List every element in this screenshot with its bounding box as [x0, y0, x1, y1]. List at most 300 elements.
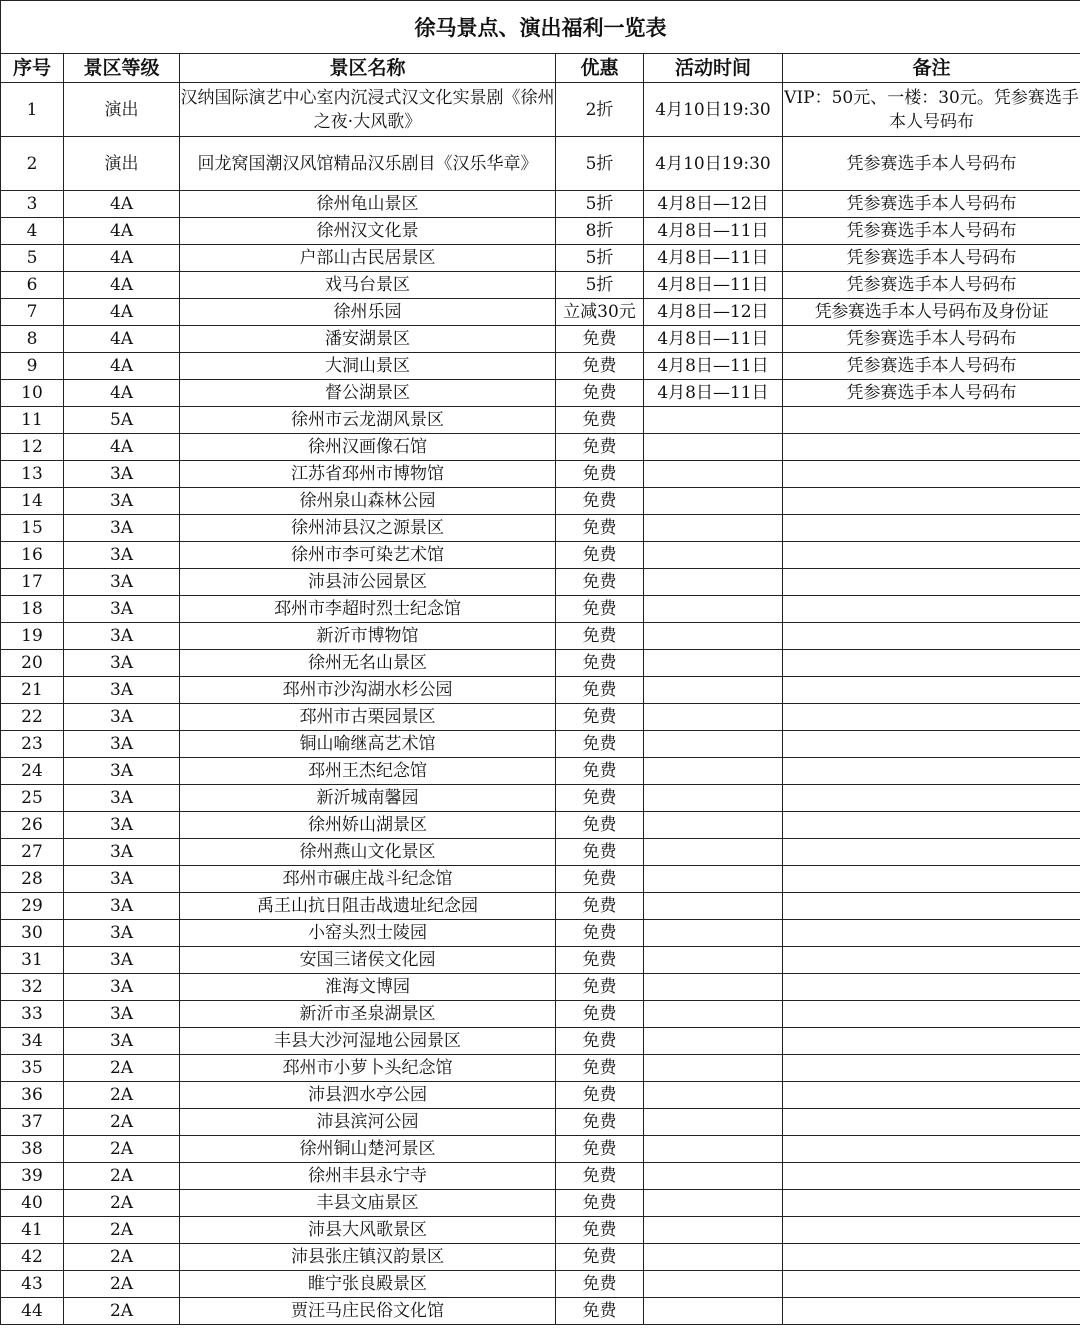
cell-note	[783, 1217, 1080, 1244]
cell-index: 28	[1, 866, 64, 893]
cell-disc: 免费	[556, 1271, 644, 1298]
cell-note: 凭参赛选手本人号码布及身份证	[783, 299, 1080, 326]
cell-name: 沛县滨河公园	[180, 1109, 556, 1136]
cell-name: 丰县文庙景区	[180, 1190, 556, 1217]
cell-time	[644, 812, 783, 839]
header-row	[1, 54, 1080, 83]
cell-name: 新沂市圣泉湖景区	[180, 1001, 556, 1028]
table-row	[1, 893, 1080, 920]
table-row	[1, 1082, 1080, 1109]
cell-note	[783, 1055, 1080, 1082]
cell-index: 43	[1, 1271, 64, 1298]
cell-index: 2	[1, 137, 64, 191]
cell-index: 39	[1, 1163, 64, 1190]
cell-index: 33	[1, 1001, 64, 1028]
cell-level: 3A	[64, 704, 180, 731]
table-row	[1, 974, 1080, 1001]
cell-index: 14	[1, 488, 64, 515]
cell-name: 徐州铜山楚河景区	[180, 1136, 556, 1163]
cell-level: 3A	[64, 461, 180, 488]
table-row	[1, 137, 1080, 191]
cell-time	[644, 920, 783, 947]
header-level: 景区等级	[64, 54, 180, 83]
cell-level: 2A	[64, 1271, 180, 1298]
cell-disc: 免费	[556, 974, 644, 1001]
table-row	[1, 1298, 1080, 1325]
cell-disc: 免费	[556, 677, 644, 704]
cell-note	[783, 920, 1080, 947]
cell-level: 3A	[64, 677, 180, 704]
cell-time	[644, 866, 783, 893]
cell-disc: 免费	[556, 515, 644, 542]
cell-level: 3A	[64, 839, 180, 866]
header-name: 景区名称	[180, 54, 556, 83]
cell-level: 3A	[64, 569, 180, 596]
cell-level: 3A	[64, 974, 180, 1001]
cell-index: 25	[1, 785, 64, 812]
table-row	[1, 434, 1080, 461]
cell-level: 4A	[64, 191, 180, 218]
table-row	[1, 1217, 1080, 1244]
cell-name: 沛县大风歌景区	[180, 1217, 556, 1244]
cell-note: 凭参赛选手本人号码布	[783, 353, 1080, 380]
cell-note	[783, 785, 1080, 812]
cell-level: 3A	[64, 812, 180, 839]
cell-name: 邳州市小萝卜头纪念馆	[180, 1055, 556, 1082]
cell-level: 4A	[64, 353, 180, 380]
cell-time	[644, 407, 783, 434]
cell-index: 40	[1, 1190, 64, 1217]
cell-disc: 免费	[556, 1136, 644, 1163]
cell-note: 凭参赛选手本人号码布	[783, 137, 1080, 191]
cell-disc: 免费	[556, 542, 644, 569]
cell-level: 4A	[64, 326, 180, 353]
cell-index: 24	[1, 758, 64, 785]
cell-time	[644, 974, 783, 1001]
table-row	[1, 191, 1080, 218]
cell-note	[783, 731, 1080, 758]
cell-note: VIP：50元、一楼：30元。凭参赛选手本人号码布	[783, 83, 1080, 137]
cell-name: 邳州市古栗园景区	[180, 704, 556, 731]
cell-index: 10	[1, 380, 64, 407]
table-row	[1, 1109, 1080, 1136]
table-row	[1, 218, 1080, 245]
cell-time: 4月8日—12日	[644, 299, 783, 326]
cell-index: 7	[1, 299, 64, 326]
cell-index: 34	[1, 1028, 64, 1055]
cell-note	[783, 407, 1080, 434]
cell-note	[783, 1271, 1080, 1298]
cell-time	[644, 434, 783, 461]
cell-level: 3A	[64, 1028, 180, 1055]
table-row	[1, 326, 1080, 353]
table-row	[1, 785, 1080, 812]
cell-time	[644, 1271, 783, 1298]
cell-disc: 免费	[556, 326, 644, 353]
cell-index: 23	[1, 731, 64, 758]
cell-index: 8	[1, 326, 64, 353]
cell-disc: 免费	[556, 569, 644, 596]
table-title: 徐马景点、演出福利一览表	[1, 1, 1080, 54]
cell-index: 12	[1, 434, 64, 461]
cell-level: 4A	[64, 272, 180, 299]
cell-index: 13	[1, 461, 64, 488]
cell-time	[644, 461, 783, 488]
header-discount: 优惠	[556, 54, 644, 83]
cell-note	[783, 974, 1080, 1001]
table-row	[1, 1163, 1080, 1190]
cell-name: 小窑头烈士陵园	[180, 920, 556, 947]
cell-level: 2A	[64, 1163, 180, 1190]
cell-index: 20	[1, 650, 64, 677]
cell-disc: 免费	[556, 1001, 644, 1028]
cell-level: 3A	[64, 731, 180, 758]
cell-note	[783, 839, 1080, 866]
cell-disc: 免费	[556, 461, 644, 488]
cell-note	[783, 542, 1080, 569]
cell-index: 16	[1, 542, 64, 569]
cell-index: 32	[1, 974, 64, 1001]
cell-time	[644, 569, 783, 596]
cell-level: 4A	[64, 218, 180, 245]
cell-index: 31	[1, 947, 64, 974]
cell-index: 30	[1, 920, 64, 947]
table-row	[1, 515, 1080, 542]
cell-level: 4A	[64, 434, 180, 461]
cell-name: 户部山古民居景区	[180, 245, 556, 272]
cell-name: 徐州乐园	[180, 299, 556, 326]
table-row	[1, 380, 1080, 407]
cell-time: 4月10日19:30	[644, 83, 783, 137]
cell-note	[783, 569, 1080, 596]
table-row	[1, 650, 1080, 677]
table-row	[1, 1244, 1080, 1271]
table-row	[1, 731, 1080, 758]
cell-index: 11	[1, 407, 64, 434]
table-row	[1, 920, 1080, 947]
cell-time	[644, 1109, 783, 1136]
cell-index: 22	[1, 704, 64, 731]
cell-name: 徐州龟山景区	[180, 191, 556, 218]
cell-name: 禹王山抗日阻击战遗址纪念园	[180, 893, 556, 920]
cell-time	[644, 596, 783, 623]
table-row	[1, 407, 1080, 434]
cell-name: 徐州市李可染艺术馆	[180, 542, 556, 569]
cell-level: 3A	[64, 893, 180, 920]
cell-disc: 免费	[556, 1028, 644, 1055]
table-row	[1, 758, 1080, 785]
cell-index: 44	[1, 1298, 64, 1325]
cell-disc: 5折	[556, 245, 644, 272]
cell-time	[644, 1163, 783, 1190]
cell-time: 4月8日—11日	[644, 326, 783, 353]
cell-note	[783, 1082, 1080, 1109]
table-row	[1, 461, 1080, 488]
cell-note: 凭参赛选手本人号码布	[783, 191, 1080, 218]
cell-disc: 免费	[556, 839, 644, 866]
cell-time	[644, 1217, 783, 1244]
cell-time	[644, 1028, 783, 1055]
header-note: 备注	[783, 54, 1080, 83]
cell-name: 徐州汉文化景	[180, 218, 556, 245]
cell-disc: 免费	[556, 1190, 644, 1217]
cell-name: 淮海文博园	[180, 974, 556, 1001]
cell-name: 新沂城南馨园	[180, 785, 556, 812]
cell-level: 3A	[64, 596, 180, 623]
cell-time: 4月8日—11日	[644, 245, 783, 272]
table-row	[1, 569, 1080, 596]
cell-index: 29	[1, 893, 64, 920]
cell-note	[783, 947, 1080, 974]
table-row	[1, 866, 1080, 893]
cell-level: 4A	[64, 380, 180, 407]
cell-index: 19	[1, 623, 64, 650]
cell-index: 36	[1, 1082, 64, 1109]
cell-name: 徐州无名山景区	[180, 650, 556, 677]
cell-time	[644, 839, 783, 866]
cell-disc: 2折	[556, 83, 644, 137]
cell-level: 3A	[64, 650, 180, 677]
title-row	[1, 1, 1080, 54]
cell-note	[783, 677, 1080, 704]
cell-level: 3A	[64, 866, 180, 893]
cell-note	[783, 623, 1080, 650]
cell-note	[783, 866, 1080, 893]
table-row	[1, 704, 1080, 731]
cell-note: 凭参赛选手本人号码布	[783, 245, 1080, 272]
header-index: 序号	[1, 54, 64, 83]
cell-time	[644, 1244, 783, 1271]
cell-time	[644, 785, 783, 812]
cell-note	[783, 488, 1080, 515]
cell-name: 徐州泉山森林公园	[180, 488, 556, 515]
table-row	[1, 1271, 1080, 1298]
cell-name: 丰县大沙河湿地公园景区	[180, 1028, 556, 1055]
cell-index: 26	[1, 812, 64, 839]
cell-level: 演出	[64, 137, 180, 191]
cell-time	[644, 704, 783, 731]
cell-time: 4月8日—12日	[644, 191, 783, 218]
cell-disc: 免费	[556, 731, 644, 758]
cell-time	[644, 1001, 783, 1028]
cell-name: 戏马台景区	[180, 272, 556, 299]
cell-index: 41	[1, 1217, 64, 1244]
cell-disc: 免费	[556, 434, 644, 461]
cell-name: 沛县泗水亭公园	[180, 1082, 556, 1109]
cell-note	[783, 596, 1080, 623]
cell-disc: 8折	[556, 218, 644, 245]
cell-name: 邳州市李超时烈士纪念馆	[180, 596, 556, 623]
cell-note	[783, 812, 1080, 839]
cell-name: 睢宁张良殿景区	[180, 1271, 556, 1298]
cell-name: 徐州娇山湖景区	[180, 812, 556, 839]
cell-index: 9	[1, 353, 64, 380]
cell-disc: 免费	[556, 920, 644, 947]
cell-disc: 5折	[556, 137, 644, 191]
table-row	[1, 83, 1080, 137]
cell-note	[783, 1190, 1080, 1217]
cell-disc: 免费	[556, 947, 644, 974]
table-row	[1, 1055, 1080, 1082]
cell-name: 徐州沛县汉之源景区	[180, 515, 556, 542]
cell-time	[644, 1136, 783, 1163]
cell-index: 3	[1, 191, 64, 218]
cell-level: 3A	[64, 515, 180, 542]
cell-note	[783, 1298, 1080, 1325]
cell-level: 演出	[64, 83, 180, 137]
cell-level: 4A	[64, 245, 180, 272]
cell-level: 2A	[64, 1217, 180, 1244]
cell-note	[783, 758, 1080, 785]
cell-time: 4月8日—11日	[644, 380, 783, 407]
cell-time: 4月8日—11日	[644, 218, 783, 245]
cell-note	[783, 1244, 1080, 1271]
cell-note	[783, 461, 1080, 488]
cell-level: 4A	[64, 299, 180, 326]
cell-index: 35	[1, 1055, 64, 1082]
cell-disc: 免费	[556, 812, 644, 839]
cell-level: 2A	[64, 1244, 180, 1271]
cell-disc: 免费	[556, 1298, 644, 1325]
cell-disc: 免费	[556, 488, 644, 515]
cell-index: 4	[1, 218, 64, 245]
cell-level: 2A	[64, 1298, 180, 1325]
table-row	[1, 839, 1080, 866]
table-row	[1, 488, 1080, 515]
cell-disc: 免费	[556, 866, 644, 893]
cell-disc: 免费	[556, 623, 644, 650]
cell-disc: 免费	[556, 1082, 644, 1109]
cell-level: 3A	[64, 947, 180, 974]
cell-name: 邳州市沙沟湖水杉公园	[180, 677, 556, 704]
cell-time	[644, 1190, 783, 1217]
table-row	[1, 812, 1080, 839]
cell-time	[644, 893, 783, 920]
cell-name: 贾汪马庄民俗文化馆	[180, 1298, 556, 1325]
cell-disc: 免费	[556, 704, 644, 731]
cell-index: 6	[1, 272, 64, 299]
cell-index: 15	[1, 515, 64, 542]
cell-name: 徐州丰县永宁寺	[180, 1163, 556, 1190]
cell-level: 3A	[64, 623, 180, 650]
cell-disc: 免费	[556, 1163, 644, 1190]
table-row	[1, 1001, 1080, 1028]
cell-level: 2A	[64, 1190, 180, 1217]
table-row	[1, 542, 1080, 569]
cell-name: 沛县张庄镇汉韵景区	[180, 1244, 556, 1271]
cell-note	[783, 893, 1080, 920]
table-row	[1, 596, 1080, 623]
cell-name: 邳州王杰纪念馆	[180, 758, 556, 785]
cell-name: 潘安湖景区	[180, 326, 556, 353]
cell-disc: 免费	[556, 353, 644, 380]
cell-index: 21	[1, 677, 64, 704]
cell-index: 38	[1, 1136, 64, 1163]
cell-note: 凭参赛选手本人号码布	[783, 218, 1080, 245]
cell-disc: 免费	[556, 1109, 644, 1136]
cell-time	[644, 488, 783, 515]
table-row	[1, 353, 1080, 380]
cell-time	[644, 623, 783, 650]
cell-level: 3A	[64, 785, 180, 812]
cell-time: 4月8日—11日	[644, 353, 783, 380]
cell-name: 邳州市碾庄战斗纪念馆	[180, 866, 556, 893]
table-row	[1, 1190, 1080, 1217]
cell-time	[644, 947, 783, 974]
cell-level: 3A	[64, 1001, 180, 1028]
cell-note	[783, 704, 1080, 731]
table-row	[1, 245, 1080, 272]
cell-note	[783, 650, 1080, 677]
cell-index: 5	[1, 245, 64, 272]
cell-note	[783, 1136, 1080, 1163]
cell-note	[783, 1109, 1080, 1136]
cell-name: 徐州市云龙湖风景区	[180, 407, 556, 434]
cell-disc: 5折	[556, 272, 644, 299]
cell-time	[644, 731, 783, 758]
cell-index: 37	[1, 1109, 64, 1136]
cell-disc: 免费	[556, 785, 644, 812]
cell-disc: 免费	[556, 1217, 644, 1244]
table-row	[1, 299, 1080, 326]
cell-disc: 免费	[556, 407, 644, 434]
cell-disc: 免费	[556, 650, 644, 677]
cell-note: 凭参赛选手本人号码布	[783, 380, 1080, 407]
cell-name: 徐州燕山文化景区	[180, 839, 556, 866]
cell-level: 3A	[64, 920, 180, 947]
cell-disc: 免费	[556, 596, 644, 623]
header-time: 活动时间	[644, 54, 783, 83]
cell-name: 督公湖景区	[180, 380, 556, 407]
cell-disc: 免费	[556, 380, 644, 407]
table-row	[1, 947, 1080, 974]
table-row	[1, 623, 1080, 650]
table-body	[1, 83, 1080, 1325]
cell-disc: 免费	[556, 1244, 644, 1271]
cell-disc: 免费	[556, 893, 644, 920]
cell-note: 凭参赛选手本人号码布	[783, 326, 1080, 353]
table-row	[1, 1136, 1080, 1163]
cell-name: 铜山喻继高艺术馆	[180, 731, 556, 758]
cell-note	[783, 515, 1080, 542]
cell-note	[783, 1001, 1080, 1028]
cell-level: 2A	[64, 1109, 180, 1136]
cell-name: 沛县沛公园景区	[180, 569, 556, 596]
cell-disc: 5折	[556, 191, 644, 218]
cell-time	[644, 542, 783, 569]
cell-disc: 免费	[556, 1055, 644, 1082]
cell-time	[644, 1055, 783, 1082]
cell-time	[644, 515, 783, 542]
cell-level: 3A	[64, 758, 180, 785]
cell-name: 徐州汉画像石馆	[180, 434, 556, 461]
cell-level: 2A	[64, 1082, 180, 1109]
cell-level: 2A	[64, 1136, 180, 1163]
cell-note	[783, 1028, 1080, 1055]
cell-level: 2A	[64, 1055, 180, 1082]
cell-index: 27	[1, 839, 64, 866]
cell-index: 17	[1, 569, 64, 596]
cell-name: 安国三诸侯文化园	[180, 947, 556, 974]
table-row	[1, 272, 1080, 299]
cell-time	[644, 650, 783, 677]
cell-note: 凭参赛选手本人号码布	[783, 272, 1080, 299]
cell-note	[783, 1163, 1080, 1190]
cell-time: 4月8日—11日	[644, 272, 783, 299]
cell-level: 3A	[64, 542, 180, 569]
table-row	[1, 1028, 1080, 1055]
cell-name: 新沂市博物馆	[180, 623, 556, 650]
